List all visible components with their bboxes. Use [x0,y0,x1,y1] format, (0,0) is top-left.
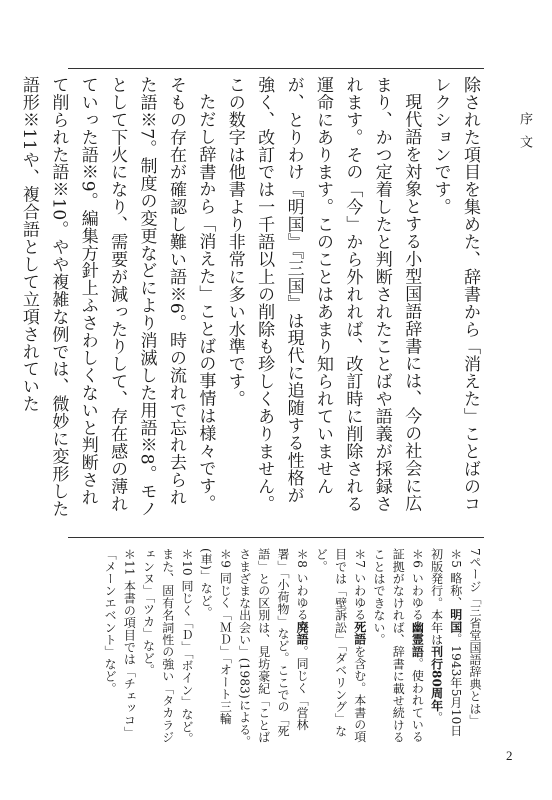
footnote: ＊11 本書の項目では「チェッコ」「メーンエベント」など。 [103,548,137,739]
footnote: ＊8 いわゆる廃語。同じく「営林署」「小荷物」など。ここでの「死語」との区別は、見坊豪紀「ことばさまざまな出会い」(1983)による。 [237,548,310,748]
footnote: ＊9 同じく「ＭＤ」「オート三輪(車)」など。 [199,548,233,725]
footnote: ＊10 同じく「Ｄ」「ボイン」など。また、固有名詞性の強い「タカラジェンヌ」「ツカ」など。 [141,548,194,745]
footnote: ＊6 いわゆる幽霊語。使われている証拠がなければ、辞書に載せ続けることはできない。 [371,548,425,744]
body-paragraph: ただし辞書から「消えた」ことばの事情は様々です。そもの存在が確認し難い語※6。時の流れで忘れ去られた語※7。制度の変更などにより消滅した用語※8。モノとして下火になり、需要が減ったりして、存在感の薄れていった語※9。編集方針上ふさわしくないと判断されて削られた語※10。やや複雑な例では、微妙に変形した語形※11や、複合語として立項されていた [18,76,216,518]
middle-rule [68,537,484,538]
body-paragraph: 除された項目を集めた、辞書から「消えた」ことばのコレクションです。 [430,76,480,513]
footnotes [68,548,484,748]
page-number: 2 [506,748,513,763]
footnote: ＊7 いわゆる死語を含む。本書の項目では「壁訴訟」「ダベリング」など。 [314,548,367,743]
running-header: 序文 [517,112,532,158]
main-body-text [18,76,484,520]
footnote: ＊5 略称、明国。1943年5月10日初版発行。本年は刊行80周年。 [429,548,463,737]
footnote: 7ページ「三省堂国語辞典とは」 [468,548,482,727]
top-rule [68,68,484,69]
body-paragraph: 現代語を対象とする小型国語辞書には、今の社会に広まり、かつ定着したと判断されたことばや語義が採録されます。その「今」から外れれば、改訂時に削除される運命にあります。このことはあまり知られていませんが、とりわけ『明国』『三国』は現代に追随する性格が強く、改訂では一千語以上の削除も珍しくありません。この数字は他書より非常に多い水準です。 [224,76,422,513]
